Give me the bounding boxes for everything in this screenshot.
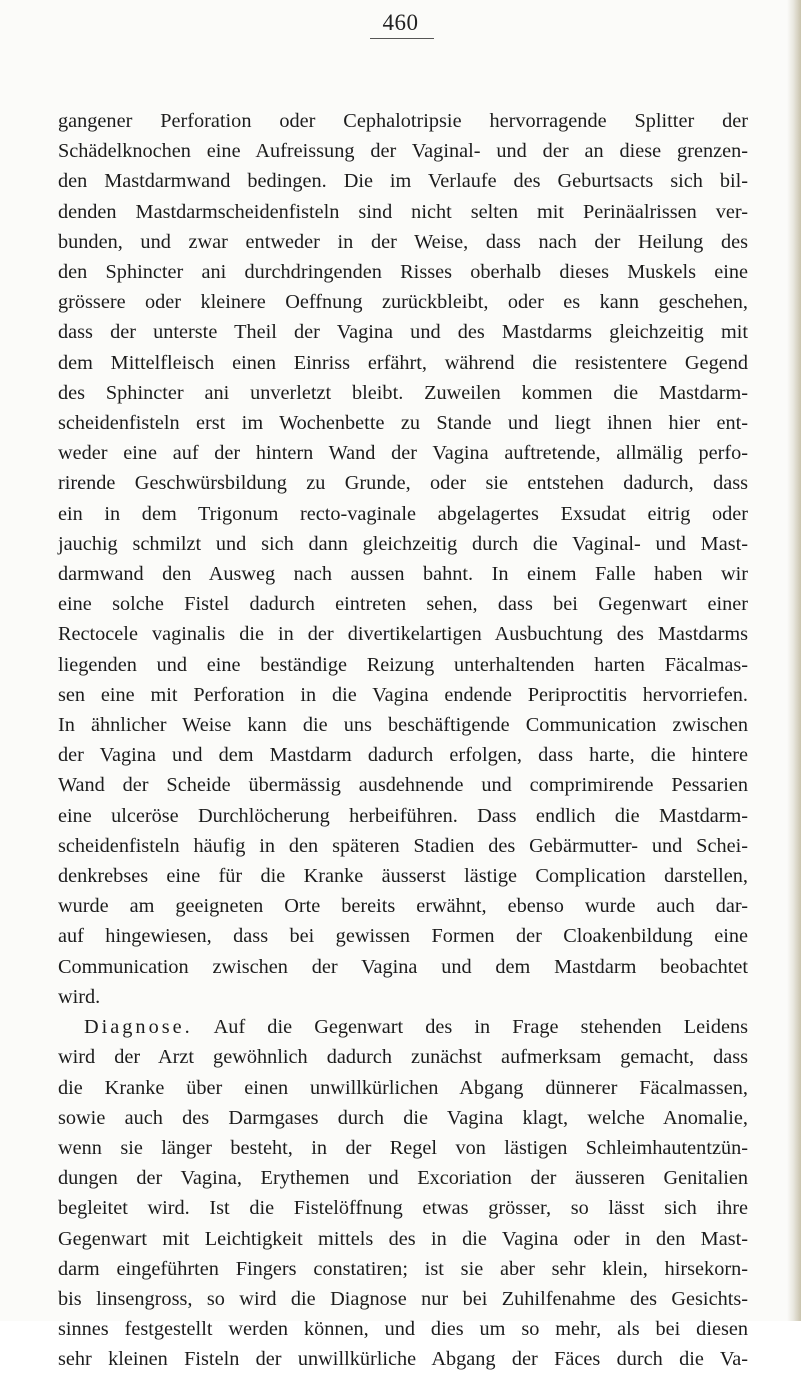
text-line: liegenden und eine beständige Reizung unterhaltenden harten Fäcalmas-	[58, 653, 748, 676]
text-line: Rectocele vaginalis die in der divertikelartigen Ausbuchtung des Mastdarms	[58, 623, 748, 646]
text-line: wird.	[58, 985, 101, 1008]
text-line: eine solche Fistel dadurch eintreten sehen, dass bei Gegenwart einer	[58, 593, 748, 616]
section-heading-diagnose: Diagnose.	[84, 1016, 193, 1039]
text-line: Communication zwischen der Vagina und dem Mastdarm beobachtet	[58, 955, 748, 978]
text-line: darmwand den Ausweg nach aussen bahnt. In einem Falle haben wir	[58, 563, 748, 586]
text-line: dem Mittelfleisch einen Einriss erfährt, während die resistentere Gegend	[58, 351, 748, 374]
text-line: die Kranke über einen unwillkürlichen Abgang dünnerer Fäcalmassen,	[58, 1076, 748, 1099]
text-line: rirende Geschwürsbildung zu Grunde, oder sie entstehen dadurch, dass	[58, 472, 748, 495]
text-line: des Sphincter ani unverletzt bleibt. Zuweilen kommen die Mastdarm-	[58, 381, 748, 404]
text-line: eine ulceröse Durchlöcherung herbeiführen. Dass endlich die Mastdarm-	[58, 804, 748, 827]
text-line: wird der Arzt gewöhnlich dadurch zunächst aufmerksam gemacht, dass	[58, 1046, 748, 1069]
paragraph-diagnose	[58, 1012, 748, 1374]
text-line: In ähnlicher Weise kann die uns beschäftigende Communication zwischen	[58, 714, 748, 737]
text-line: Schädelknochen eine Aufreissung der Vaginal- und der an diese grenzen-	[58, 140, 748, 163]
text-line: denden Mastdarmscheidenfisteln sind nicht selten mit Perinäalrissen ver-	[58, 200, 748, 223]
text-line: denkrebses eine für die Kranke äusserst lästige Complication darstellen,	[58, 865, 748, 888]
text-line: den Sphincter ani durchdringenden Risses oberhalb dieses Muskels eine	[58, 261, 748, 284]
text-line: dungen der Vagina, Erythemen und Excoriation der äusseren Genitalien	[58, 1167, 748, 1190]
text-line: weder eine auf der hintern Wand der Vagina auftretende, allmälig perfo-	[58, 442, 748, 465]
text-line: ein in dem Trigonum recto-vaginale abgelagertes Exsudat eitrig oder	[58, 502, 748, 525]
text-line: bunden, und zwar entweder in der Weise, dass nach der Heilung des	[58, 230, 748, 253]
text-line: sehr kleinen Fisteln der unwillkürliche Abgang der Fäces durch die Va-	[58, 1348, 748, 1371]
text-line: auf hingewiesen, dass bei gewissen Formen der Cloakenbildung eine	[58, 925, 748, 948]
paragraph-perforation-causes	[58, 106, 748, 1012]
text-line	[58, 1012, 748, 1042]
text-line: wurde am geeigneten Orte bereits erwähnt, ebenso wurde auch dar-	[58, 895, 748, 918]
text-line: Gegenwart mit Leichtigkeit mittels des in die Vagina oder in den Mast-	[58, 1227, 748, 1250]
page-number-rule	[370, 38, 434, 39]
text-line: grössere oder kleinere Oeffnung zurückbleibt, oder es kann geschehen,	[58, 291, 748, 314]
text-line: Wand der Scheide übermässig ausdehnende und comprimirende Pessarien	[58, 774, 748, 797]
text-line: sen eine mit Perforation in die Vagina endende Periproctitis hervorriefen.	[58, 683, 748, 706]
text-line: dass der unterste Theil der Vagina und des Mastdarms gleichzeitig mit	[58, 321, 748, 344]
text-line: bis linsengross, so wird die Diagnose nur bei Zuhilfenahme des Gesichts-	[58, 1287, 748, 1310]
page-edge-shadow	[787, 0, 801, 1321]
text-line: scheidenfisteln häufig in den späteren Stadien des Gebärmutter- und Schei-	[58, 834, 748, 857]
text-line: scheidenfisteln erst im Wochenbette zu Stande und liegt ihnen hier ent-	[58, 412, 748, 435]
body-text	[58, 106, 748, 1375]
text-line: gangener Perforation oder Cephalotripsie hervorragende Splitter der	[58, 110, 748, 132]
heading-line-rest: Auf die Gegenwart des in Frage stehenden Leidens	[192, 1016, 748, 1039]
text-line: begleitet wird. Ist die Fistelöffnung etwas grösser, so lässt sich ihre	[58, 1197, 748, 1220]
text-line: darm eingeführten Fingers constatiren; ist sie aber sehr klein, hirsekorn-	[58, 1257, 748, 1280]
text-line: den Mastdarmwand bedingen. Die im Verlaufe des Geburtsacts sich bil-	[58, 170, 748, 193]
text-line: sowie auch des Darmgases durch die Vagina klagt, welche Anomalie,	[58, 1106, 748, 1129]
text-line: sinnes festgestellt werden können, und dies um so mehr, als bei diesen	[58, 1318, 748, 1341]
text-line: der Vagina und dem Mastdarm dadurch erfolgen, dass harte, die hintere	[58, 744, 748, 767]
text-line: wenn sie länger besteht, in der Regel von lästigen Schleimhautentzün-	[58, 1136, 748, 1159]
page-number: 460	[382, 10, 419, 35]
text-line: jauchig schmilzt und sich dann gleichzeitig durch die Vaginal- und Mast-	[58, 532, 748, 555]
